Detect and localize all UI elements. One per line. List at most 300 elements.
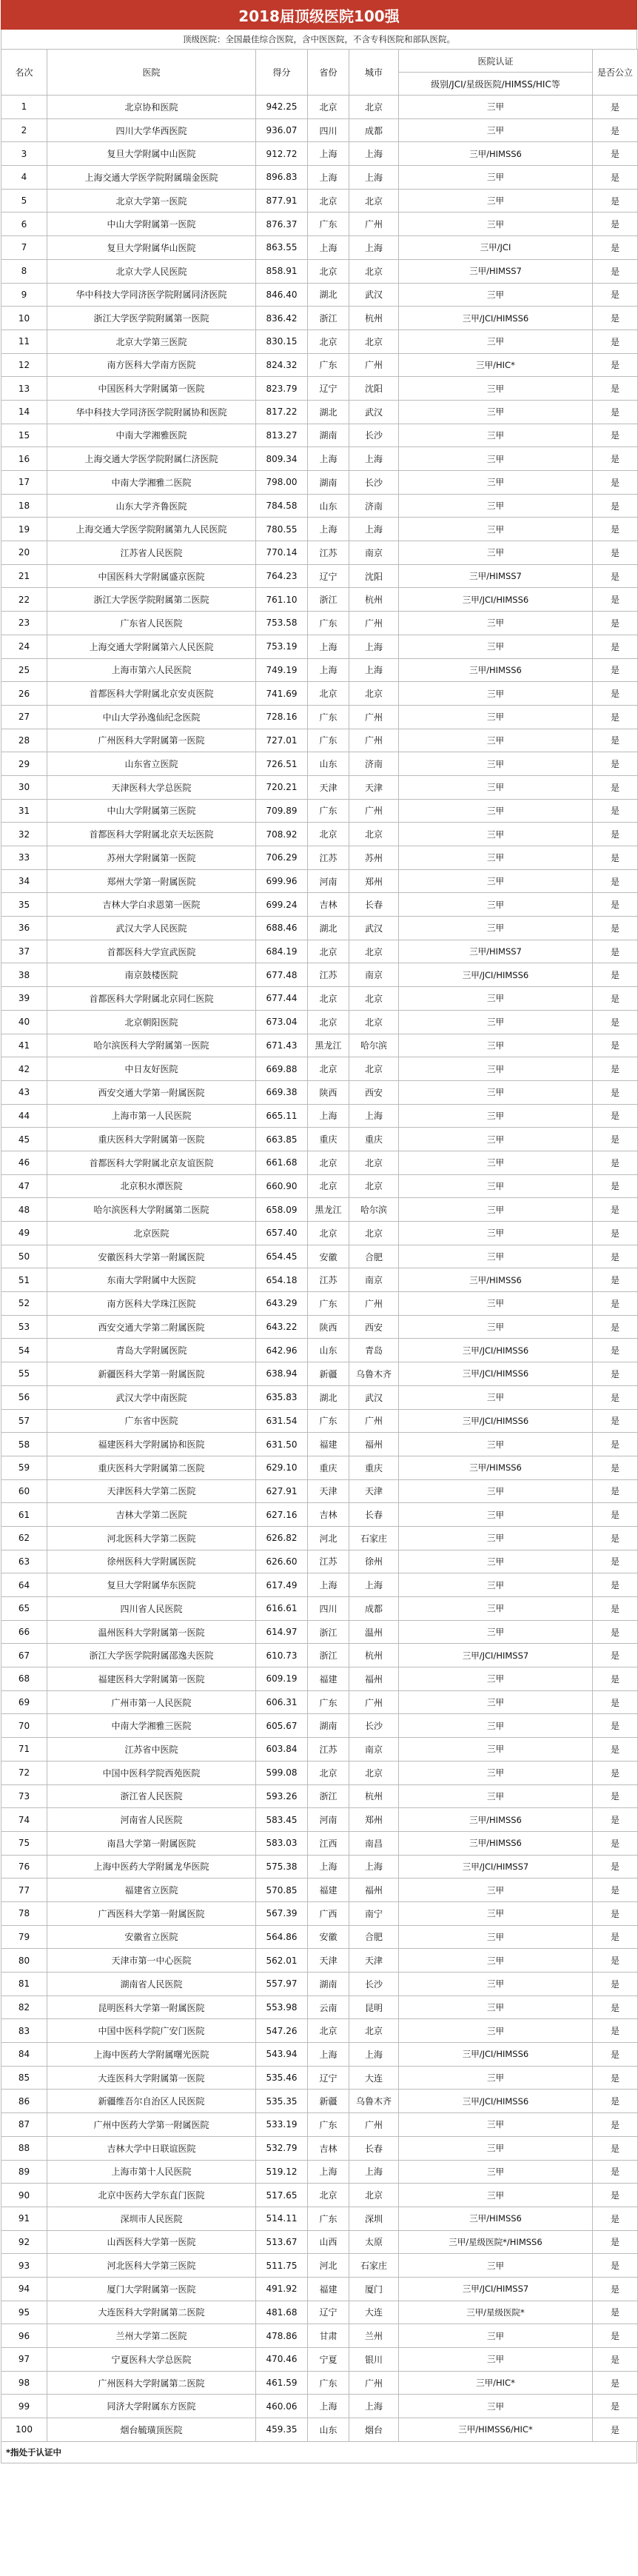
cell-score: 654.45 [256,1245,308,1268]
cell-city: 广州 [349,612,399,635]
cell-name: 浙江大学医学院附属第二医院 [47,588,256,612]
cell-province: 广东 [308,799,349,823]
cell-city: 上海 [349,236,399,260]
cell-name: 北京积水潭医院 [47,1174,256,1198]
cell-province: 新疆 [308,2090,349,2113]
cell-cert: 三甲 [399,2019,593,2043]
cell-city: 北京 [349,1174,399,1198]
cell-city: 杭州 [349,588,399,612]
cell-cert: 三甲 [399,1151,593,1174]
cell-name: 吉林大学第二医院 [47,1503,256,1527]
cell-public: 是 [593,1222,638,1245]
cell-province: 北京 [308,329,349,353]
table-row [1,2090,638,2113]
cell-city: 广州 [349,1409,399,1433]
cell-rank: 10 [1,307,47,330]
table-row [1,329,638,353]
cell-province: 山东 [308,1339,349,1362]
cell-public: 是 [593,1245,638,1268]
cell-public: 是 [593,1151,638,1174]
cell-cert: 三甲 [399,2066,593,2090]
cell-score: 669.88 [256,1057,308,1081]
cell-city: 上海 [349,635,399,658]
cell-city: 广州 [349,799,399,823]
cell-city: 杭州 [349,307,399,330]
cell-province: 广东 [308,1690,349,1714]
cell-name: 江苏省人民医院 [47,541,256,565]
cell-rank: 8 [1,259,47,283]
cell-name: 武汉大学人民医院 [47,917,256,940]
cell-score: 617.49 [256,1573,308,1597]
cell-name: 新疆医科大学第一附属医院 [47,1362,256,1386]
cell-rank: 71 [1,1738,47,1762]
cell-rank: 91 [1,2207,47,2230]
cell-public: 是 [593,987,638,1011]
cell-cert: 三甲 [399,987,593,1011]
cell-province: 河南 [308,1808,349,1832]
cell-name: 吉林大学白求恩第一医院 [47,893,256,917]
cell-score: 643.22 [256,1315,308,1339]
table-row [1,471,638,495]
cell-city: 合肥 [349,1925,399,1949]
cell-score: 583.45 [256,1808,308,1832]
cell-rank: 32 [1,823,47,846]
cell-score: 519.12 [256,2160,308,2184]
cell-cert: 三甲/HIMSS6 [399,1456,593,1479]
cell-cert: 三甲 [399,2348,593,2372]
cell-cert: 三甲/JCI/HIMSS6 [399,963,593,987]
cell-rank: 24 [1,635,47,658]
table-row [1,658,638,682]
cell-public: 是 [593,1315,638,1339]
cell-rank: 18 [1,494,47,518]
cell-score: 642.96 [256,1339,308,1362]
cell-cert: 三甲 [399,377,593,401]
cell-score: 749.19 [256,658,308,682]
table-row [1,1385,638,1409]
cell-rank: 59 [1,1456,47,1479]
cell-city: 北京 [349,2184,399,2207]
table-row [1,752,638,776]
cell-city: 长沙 [349,1973,399,1996]
cell-cert: 三甲/星级医院*/HIMSS6 [399,2230,593,2254]
cell-city: 合肥 [349,1245,399,1268]
cell-city: 石家庄 [349,2254,399,2278]
table-row [1,682,638,706]
cell-score: 684.19 [256,940,308,963]
cell-city: 上海 [349,658,399,682]
ranking-sheet [1,0,637,2463]
cell-name: 福建医科大学附属第一医院 [47,1667,256,1691]
cell-city: 上海 [349,2395,399,2418]
table-row [1,96,638,119]
cell-province: 广东 [308,1409,349,1433]
cell-public: 是 [593,1995,638,2019]
cell-public: 是 [593,1479,638,1503]
cell-province: 广东 [308,2371,349,2395]
cell-public: 是 [593,1925,638,1949]
table-row [1,1879,638,1902]
cell-city: 上海 [349,447,399,471]
cell-province: 河北 [308,1526,349,1550]
cell-name: 首都医科大学附属北京同仁医院 [47,987,256,1011]
cell-rank: 22 [1,588,47,612]
cell-province: 甘肃 [308,2324,349,2348]
table-row [1,1245,638,1268]
cell-province: 湖南 [308,1973,349,1996]
cell-name: 安徽省立医院 [47,1925,256,1949]
cell-city: 石家庄 [349,1526,399,1550]
cell-score: 535.46 [256,2066,308,2090]
cell-cert: 三甲 [399,494,593,518]
cell-province: 江苏 [308,963,349,987]
cell-city: 西安 [349,1080,399,1104]
cell-province: 上海 [308,658,349,682]
header-public: 是否公立 [593,50,638,96]
cell-rank: 67 [1,1644,47,1667]
header-hospital: 医院 [47,50,256,96]
cell-province: 福建 [308,1433,349,1456]
cell-rank: 31 [1,799,47,823]
cell-province: 辽宁 [308,2066,349,2090]
cell-rank: 7 [1,236,47,260]
table-row [1,729,638,752]
cell-score: 813.27 [256,424,308,447]
cell-province: 北京 [308,1057,349,1081]
cell-name: 湖南省人民医院 [47,1973,256,1996]
cell-rank: 97 [1,2348,47,2372]
cell-score: 513.67 [256,2230,308,2254]
cell-rank: 4 [1,166,47,190]
cell-public: 是 [593,1761,638,1784]
cell-public: 是 [593,2348,638,2372]
cell-name: 上海中医药大学附属龙华医院 [47,1855,256,1879]
table-row [1,283,638,307]
cell-name: 重庆医科大学附属第二医院 [47,1456,256,1479]
cell-province: 江苏 [308,1268,349,1292]
cell-city: 沈阳 [349,564,399,588]
cell-public: 是 [593,1034,638,1057]
cell-score: 603.84 [256,1738,308,1762]
cell-province: 辽宁 [308,377,349,401]
cell-city: 天津 [349,775,399,799]
cell-cert: 三甲 [399,1761,593,1784]
cell-score: 627.16 [256,1503,308,1527]
cell-name: 复旦大学附属中山医院 [47,142,256,166]
cell-province: 浙江 [308,1644,349,1667]
cell-name: 广东省中医院 [47,1409,256,1433]
cell-name: 青岛大学附属医院 [47,1339,256,1362]
table-row [1,917,638,940]
cell-public: 是 [593,283,638,307]
cell-score: 658.09 [256,1198,308,1222]
table-row [1,1901,638,1925]
table-header [1,50,638,96]
cell-cert: 三甲/HIC* [399,2371,593,2395]
cell-cert: 三甲 [399,823,593,846]
table-row [1,353,638,377]
cell-cert: 三甲/JCI/HIMSS6 [399,588,593,612]
cell-cert: 三甲 [399,1034,593,1057]
cell-score: 858.91 [256,259,308,283]
cell-province: 广东 [308,705,349,729]
cell-rank: 96 [1,2324,47,2348]
cell-public: 是 [593,189,638,213]
cell-public: 是 [593,1690,638,1714]
cell-score: 720.21 [256,775,308,799]
cell-city: 北京 [349,1151,399,1174]
cell-public: 是 [593,353,638,377]
cell-name: 首都医科大学附属北京天坛医院 [47,823,256,846]
cell-name: 中南大学湘雅二医院 [47,471,256,495]
cell-cert: 三甲 [399,1128,593,1151]
cell-name: 江苏省中医院 [47,1738,256,1762]
cell-public: 是 [593,1738,638,1762]
cell-public: 是 [593,329,638,353]
cell-province: 北京 [308,682,349,706]
cell-public: 是 [593,1550,638,1573]
cell-name: 西安交通大学第二附属医院 [47,1315,256,1339]
cell-province: 上海 [308,1104,349,1128]
cell-cert: 三甲/HIMSS6 [399,1808,593,1832]
cell-cert: 三甲 [399,1738,593,1762]
cell-cert: 三甲 [399,1550,593,1573]
cell-name: 深圳市人民医院 [47,2207,256,2230]
cell-score: 481.68 [256,2301,308,2324]
cell-score: 562.01 [256,1949,308,1973]
cell-province: 上海 [308,518,349,541]
cell-city: 长春 [349,1503,399,1527]
cell-name: 武汉大学中南医院 [47,1385,256,1409]
table-row [1,1738,638,1762]
cell-rank: 99 [1,2395,47,2418]
cell-name: 厦门大学附属第一医院 [47,2277,256,2301]
cell-score: 846.40 [256,283,308,307]
cell-public: 是 [593,682,638,706]
cell-public: 是 [593,236,638,260]
table-row [1,118,638,142]
cell-province: 云南 [308,1995,349,2019]
cell-city: 北京 [349,1222,399,1245]
cell-public: 是 [593,588,638,612]
cell-rank: 60 [1,1479,47,1503]
cell-cert: 三甲/JCI/HIMSS6 [399,2090,593,2113]
cell-name: 山东大学齐鲁医院 [47,494,256,518]
cell-name: 同济大学附属东方医院 [47,2395,256,2418]
cell-province: 湖南 [308,424,349,447]
cell-public: 是 [593,1409,638,1433]
cell-public: 是 [593,2254,638,2278]
cell-city: 北京 [349,682,399,706]
cell-name: 广州医科大学附属第二医院 [47,2371,256,2395]
cell-cert: 三甲 [399,917,593,940]
cell-cert: 三甲 [399,1385,593,1409]
cell-province: 上海 [308,142,349,166]
table-row [1,1761,638,1784]
cell-city: 上海 [349,1573,399,1597]
cell-public: 是 [593,564,638,588]
cell-cert: 三甲 [399,775,593,799]
cell-province: 广东 [308,2207,349,2230]
cell-score: 661.68 [256,1151,308,1174]
cell-rank: 89 [1,2160,47,2184]
cell-rank: 15 [1,424,47,447]
table-row [1,2136,638,2160]
cell-rank: 9 [1,283,47,307]
cell-province: 北京 [308,189,349,213]
cell-rank: 21 [1,564,47,588]
cell-cert: 三甲 [399,1714,593,1738]
cell-province: 辽宁 [308,564,349,588]
cell-public: 是 [593,2324,638,2348]
cell-score: 535.35 [256,2090,308,2113]
cell-city: 郑州 [349,1808,399,1832]
cell-cert: 三甲/HIMSS7 [399,564,593,588]
cell-public: 是 [593,1901,638,1925]
table-row [1,2230,638,2254]
cell-rank: 62 [1,1526,47,1550]
cell-rank: 86 [1,2090,47,2113]
cell-score: 936.07 [256,118,308,142]
cell-cert: 三甲 [399,1057,593,1081]
cell-public: 是 [593,1808,638,1832]
table-row [1,494,638,518]
cell-province: 湖北 [308,917,349,940]
cell-public: 是 [593,213,638,236]
cell-name: 徐州医科大学附属医院 [47,1550,256,1573]
table-row [1,869,638,893]
cell-city: 乌鲁木齐 [349,1362,399,1386]
cell-public: 是 [593,2160,638,2184]
cell-city: 上海 [349,2160,399,2184]
table-row [1,1573,638,1597]
cell-province: 上海 [308,166,349,190]
cell-cert: 三甲 [399,1573,593,1597]
cell-province: 山东 [308,2418,349,2442]
cell-score: 677.48 [256,963,308,987]
cell-public: 是 [593,1949,638,1973]
cell-rank: 66 [1,1620,47,1644]
cell-score: 863.55 [256,236,308,260]
cell-public: 是 [593,118,638,142]
cell-public: 是 [593,400,638,424]
cell-rank: 74 [1,1808,47,1832]
cell-province: 湖南 [308,471,349,495]
cell-city: 太原 [349,2230,399,2254]
cell-city: 北京 [349,329,399,353]
cell-name: 华中科技大学同济医学院附属协和医院 [47,400,256,424]
cell-public: 是 [593,1128,638,1151]
table-row [1,213,638,236]
cell-score: 798.00 [256,471,308,495]
cell-name: 温州医科大学附属第一医院 [47,1620,256,1644]
cell-city: 长春 [349,893,399,917]
cell-score: 912.72 [256,142,308,166]
cell-province: 湖南 [308,1714,349,1738]
header-certification-sub: 级别/JCI/星级医院/HIMSS/HIC等 [399,73,593,96]
cell-rank: 42 [1,1057,47,1081]
cell-name: 吉林大学中日联谊医院 [47,2136,256,2160]
cell-province: 湖北 [308,283,349,307]
cell-name: 天津医科大学第二医院 [47,1479,256,1503]
table-row [1,189,638,213]
cell-city: 长春 [349,2136,399,2160]
cell-cert: 三甲/JCI [399,236,593,260]
cell-cert: 三甲 [399,471,593,495]
cell-public: 是 [593,1620,638,1644]
cell-province: 广东 [308,1292,349,1316]
cell-score: 823.79 [256,377,308,401]
cell-score: 557.97 [256,1973,308,1996]
table-body [1,96,638,2442]
cell-name: 首都医科大学附属北京安贞医院 [47,682,256,706]
table-row [1,2254,638,2278]
cell-city: 徐州 [349,1550,399,1573]
cell-rank: 17 [1,471,47,495]
cell-score: 830.15 [256,329,308,353]
cell-rank: 6 [1,213,47,236]
table-row [1,893,638,917]
cell-public: 是 [593,2136,638,2160]
cell-score: 780.55 [256,518,308,541]
cell-cert: 三甲 [399,1925,593,1949]
table-row [1,1362,638,1386]
cell-city: 广州 [349,2371,399,2395]
cell-score: 753.19 [256,635,308,658]
table-row [1,142,638,166]
cell-score: 461.59 [256,2371,308,2395]
table-row [1,236,638,260]
cell-city: 昆明 [349,1995,399,2019]
cell-province: 新疆 [308,1362,349,1386]
cell-public: 是 [593,424,638,447]
cell-name: 西安交通大学第一附属医院 [47,1080,256,1104]
cell-province: 北京 [308,2019,349,2043]
table-row [1,2418,638,2442]
cell-rank: 13 [1,377,47,401]
cell-cert: 三甲 [399,635,593,658]
cell-city: 长沙 [349,424,399,447]
cell-cert: 三甲 [399,1503,593,1527]
cell-public: 是 [593,1198,638,1222]
cell-rank: 34 [1,869,47,893]
cell-cert: 三甲 [399,2160,593,2184]
cell-province: 广东 [308,2113,349,2137]
cell-public: 是 [593,1292,638,1316]
cell-name: 浙江大学医学院附属邵逸夫医院 [47,1644,256,1667]
cell-cert: 三甲 [399,1479,593,1503]
cell-cert: 三甲 [399,752,593,776]
table-row [1,2371,638,2395]
cell-province: 天津 [308,1479,349,1503]
cell-cert: 三甲/HIMSS6 [399,1831,593,1855]
cell-name: 中山大学附属第一医院 [47,213,256,236]
cell-cert: 三甲 [399,846,593,870]
cell-province: 江苏 [308,541,349,565]
table-row [1,447,638,471]
table-row [1,400,638,424]
cell-score: 643.29 [256,1292,308,1316]
cell-cert: 三甲 [399,2113,593,2137]
cell-public: 是 [593,1644,638,1667]
cell-public: 是 [593,1714,638,1738]
cell-city: 南昌 [349,1831,399,1855]
cell-city: 北京 [349,1761,399,1784]
cell-province: 广东 [308,612,349,635]
cell-rank: 90 [1,2184,47,2207]
cell-city: 青岛 [349,1339,399,1362]
cell-cert: 三甲 [399,118,593,142]
